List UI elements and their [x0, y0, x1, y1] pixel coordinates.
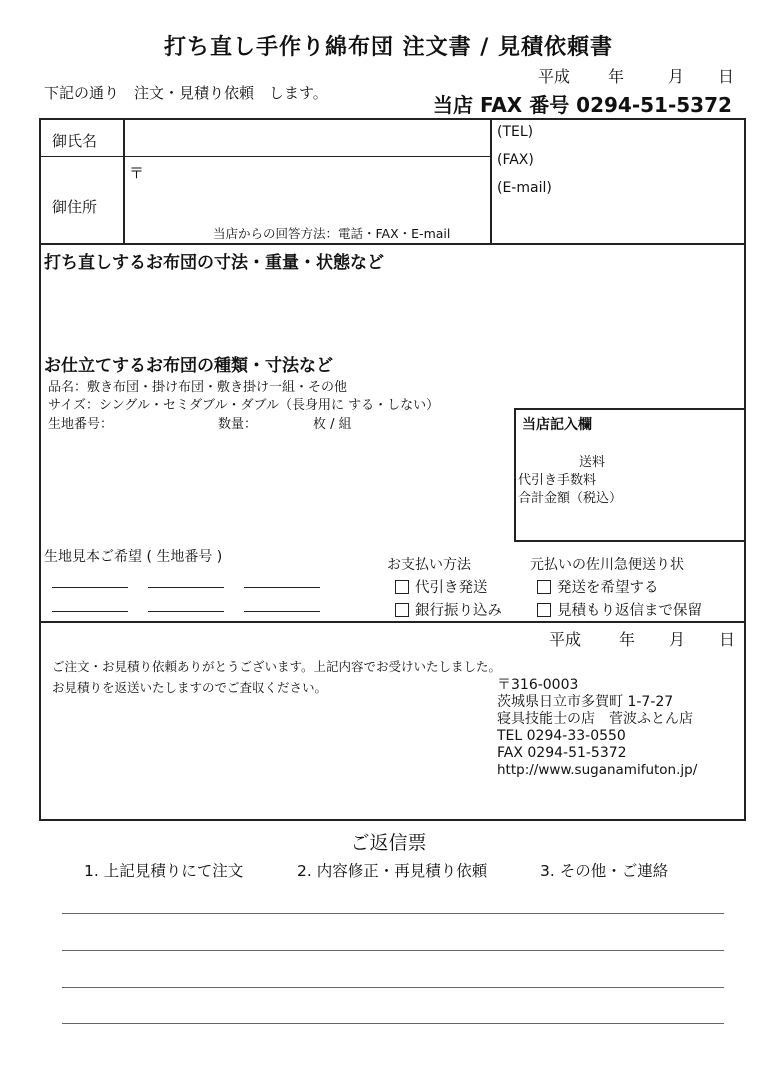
thanks-text: ご注文・お見積り依頼ありがとうございます。上記内容でお受けいたしました。	[52, 659, 502, 674]
intro-text: 下記の通り 注文・見積り依頼 します。	[44, 84, 328, 102]
page-title: 打ち直し手作り綿布団 注文書 / 見積依頼書	[163, 35, 613, 60]
payment-option-bank-label: 銀行振り込み	[415, 603, 502, 619]
shipping-slip-label: 元払いの佐川急便送り状	[530, 557, 684, 573]
shop-name: 寝具技能士の店 菅波ふとん店	[497, 711, 693, 727]
address-label: 御住所	[52, 198, 98, 216]
payment-method-label: お支払い方法	[387, 557, 471, 573]
total-amount-label: 合計金額（税込）	[518, 491, 623, 506]
checkbox-bank[interactable]	[395, 603, 409, 617]
name-label: 御氏名	[52, 132, 98, 150]
shop-fax-number: 当店 FAX 番号 0294-51-5372	[433, 93, 732, 117]
confirm-date-era: 平成	[549, 630, 582, 649]
item-name-line: 品名：敷き布団・掛け布団・敷き掛け一組・その他	[48, 380, 348, 395]
confirm-date-year: 年	[619, 630, 636, 649]
section-tailor-title: お仕立てするお布団の種類・寸法など	[44, 356, 333, 376]
tel-label: (TEL)	[497, 124, 534, 140]
reply-line-3[interactable]	[62, 987, 724, 988]
sample-blank-5[interactable]	[148, 611, 224, 612]
estimate-note: お見積りを返送いたしますのでご査収ください。	[52, 680, 328, 695]
customer-contact-divider	[490, 118, 492, 245]
checkbox-hold-slip[interactable]	[537, 603, 551, 617]
name-row-divider	[39, 156, 492, 157]
name-field[interactable]	[126, 120, 488, 154]
customer-label-divider	[123, 118, 125, 245]
slip-option-send[interactable]	[537, 576, 659, 597]
date-day: 日	[718, 67, 735, 86]
reply-option-other[interactable]: 3. その他・ご連絡	[540, 862, 669, 880]
date-era: 平成	[538, 67, 571, 86]
shop-address: 茨城県日立市多賀町 1-7-27	[497, 694, 674, 710]
reply-line-2[interactable]	[62, 950, 724, 951]
shop-fax: FAX 0294-51-5372	[497, 745, 627, 761]
shop-tel: TEL 0294-33-0550	[497, 728, 626, 744]
sample-blank-1[interactable]	[52, 587, 128, 588]
payment-option-cod-label: 代引き発送	[415, 580, 488, 596]
size-line: サイズ：シングル・セミダブル・ダブル（長身用に する・しない）	[48, 398, 440, 413]
sample-blank-2[interactable]	[148, 587, 224, 588]
checkbox-send-slip[interactable]	[537, 580, 551, 594]
slip-option-send-label: 発送を希望する	[557, 580, 659, 596]
shipping-fee-label: 送料	[579, 455, 606, 470]
shop-use-title: 当店記入欄	[522, 417, 592, 433]
sample-blank-4[interactable]	[52, 611, 128, 612]
confirm-date	[549, 627, 735, 650]
postal-mark: 〒	[129, 164, 145, 182]
confirm-date-month: 月	[669, 630, 686, 649]
reply-line-4[interactable]	[62, 1023, 724, 1024]
reply-method-text: 当店からの回答方法：電話・FAX・E-mail	[213, 226, 451, 241]
date-year: 年	[608, 67, 625, 86]
reply-line-1[interactable]	[62, 913, 724, 914]
checkbox-cod[interactable]	[395, 580, 409, 594]
remake-details-field[interactable]	[44, 272, 734, 348]
fax-label: (FAX)	[497, 152, 534, 168]
sample-blank-3[interactable]	[244, 587, 320, 588]
slip-option-hold[interactable]	[537, 599, 702, 620]
shop-postal: 〒316-0003	[497, 677, 579, 693]
quantity-label: 数量：	[218, 417, 258, 432]
email-label: (E-mail)	[497, 180, 552, 196]
fabric-sample-label: 生地見本ご希望 ( 生地番号 )	[44, 549, 223, 565]
slip-option-hold-label: 見積もり返信まで保留	[557, 603, 702, 619]
date-month: 月	[668, 67, 685, 86]
section-remake-title: 打ち直しするお布団の寸法・重量・状態など	[44, 253, 384, 273]
payment-option-bank[interactable]	[395, 599, 502, 620]
shop-address-block	[497, 677, 697, 779]
fabric-number-label: 生地番号：	[48, 417, 114, 432]
reply-slip-title: ご返信票	[350, 832, 427, 854]
header-date	[538, 64, 734, 87]
cod-fee-label: 代引き手数料	[518, 473, 597, 488]
unit-label: 枚 / 組	[313, 417, 352, 432]
reply-option-order[interactable]: 1. 上記見積りにて注文	[84, 862, 244, 880]
confirm-date-day: 日	[719, 630, 736, 649]
shop-url[interactable]: http://www.suganamifuton.jp/	[497, 762, 698, 778]
address-field[interactable]	[126, 160, 488, 220]
sample-blank-6[interactable]	[244, 611, 320, 612]
payment-option-cod[interactable]	[395, 576, 488, 597]
reply-option-revise[interactable]: 2. 内容修正・再見積り依頼	[297, 862, 488, 880]
